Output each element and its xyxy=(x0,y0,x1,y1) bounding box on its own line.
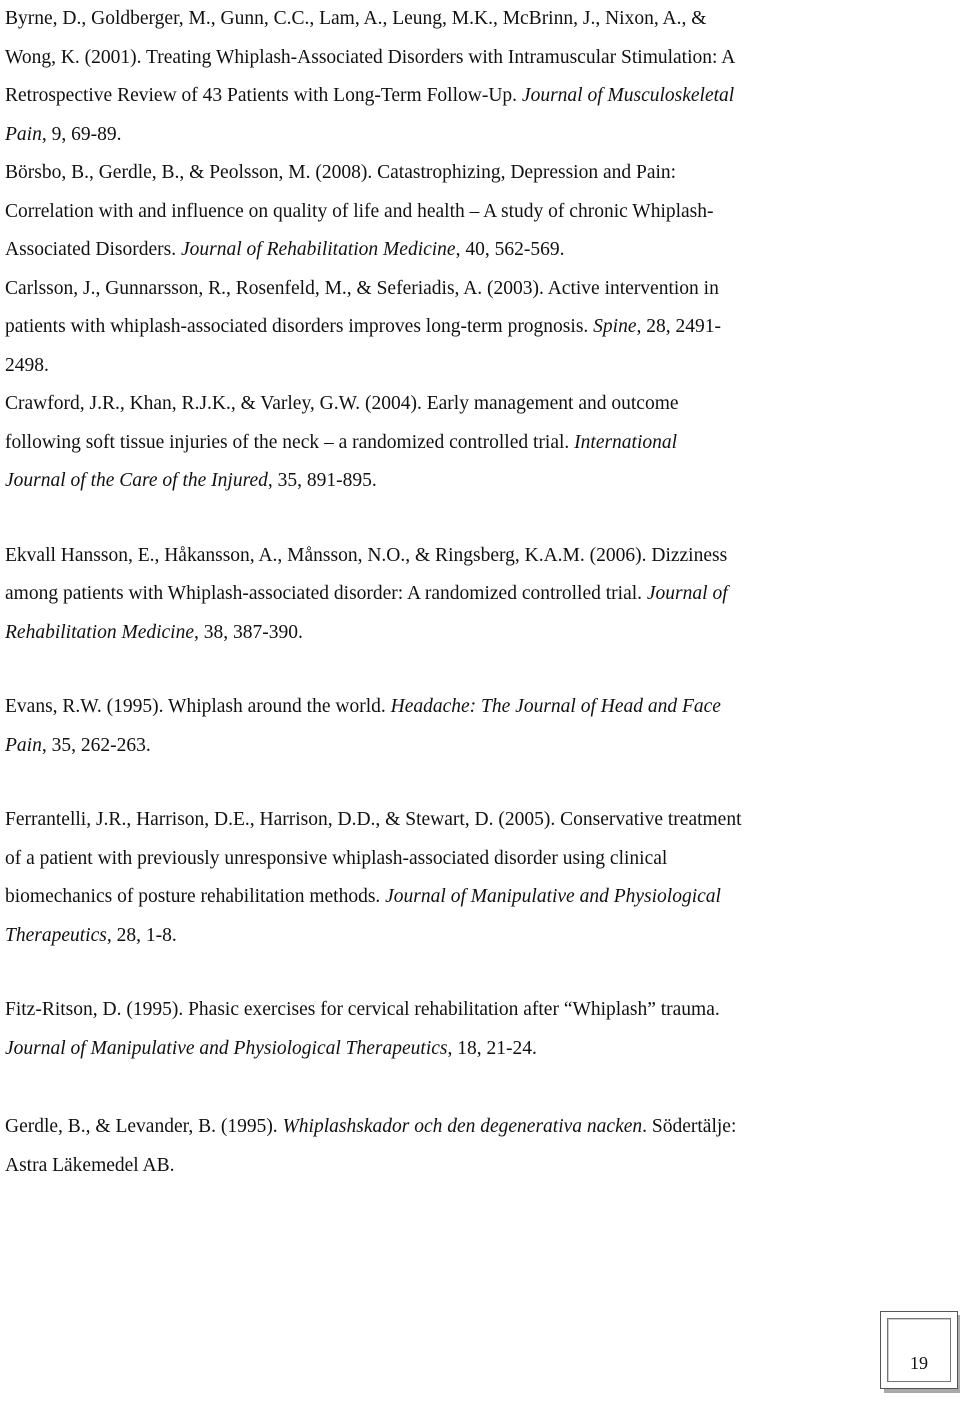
reference-text: Gerdle, B., & Levander, B. (1995). xyxy=(5,1116,283,1137)
reference-spacer xyxy=(5,652,865,688)
reference-italic-text: Pain xyxy=(5,734,42,756)
reference-text: Correlation with and influence on quality of life and health – A study of chronic Whiplash- xyxy=(5,200,714,222)
reference-italic-text: Journal of Manipulative and Physiological xyxy=(385,886,721,907)
reference-text: Ferrantelli, J.R., Harrison, D.E., Harrison, D.D., & Stewart, D. (2005). Conservative treatment xyxy=(5,809,742,830)
reference-text: biomechanics of posture rehabilitation methods. xyxy=(5,886,386,907)
reference-entry xyxy=(5,801,865,955)
reference-text: Fitz-Ritson, D. (1995). Phasic exercises for cervical rehabilitation after “Whiplash” trauma. xyxy=(5,999,720,1020)
reference-line xyxy=(5,878,865,917)
reference-italic-text: International xyxy=(574,431,678,453)
reference-text: Wong, K. (2001). Treating Whiplash-Associated Disorders with Intramuscular Stimulation: A xyxy=(5,46,736,68)
reference-line xyxy=(5,537,865,576)
reference-line xyxy=(5,347,865,386)
reference-text: , 35, 891-895. xyxy=(267,470,377,491)
reference-spacer xyxy=(5,501,865,537)
reference-line xyxy=(5,614,865,653)
reference-line xyxy=(5,385,865,424)
page-number: 19 xyxy=(910,1353,928,1373)
reference-text: . Södertälje: xyxy=(642,1116,737,1137)
reference-text: , 38, 387-390. xyxy=(194,621,303,643)
page-number-box xyxy=(880,1311,958,1389)
reference-line xyxy=(5,991,865,1030)
reference-text: , 35, 262-263. xyxy=(41,734,151,756)
reference-line xyxy=(5,688,865,727)
reference-text: , 9, 69-89. xyxy=(41,123,122,145)
reference-line xyxy=(5,308,865,347)
reference-line xyxy=(5,801,865,840)
reference-text: Evans, R.W. (1995). Whiplash around the world. xyxy=(5,696,391,717)
reference-line xyxy=(5,1108,865,1147)
reference-entry xyxy=(5,154,865,270)
reference-line xyxy=(5,193,865,232)
reference-line xyxy=(5,462,865,501)
reference-text: among patients with Whiplash-associated disorder: A randomized controlled trial. xyxy=(5,583,647,604)
reference-text: Byrne, D., Goldberger, M., Gunn, C.C., Lam, A., Leung, M.K., McBrinn, J., Nixon, A., & xyxy=(5,8,707,29)
reference-italic-text: Spine xyxy=(593,316,637,337)
reference-text: Crawford, J.R., Khan, R.J.K., & Varley, G.W. (2004). Early management and outcome xyxy=(5,393,679,414)
reference-text: 2498. xyxy=(5,354,49,376)
reference-text: Börsbo, B., Gerdle, B., & Peolsson, M. (2008). Catastrophizing, Depression and Pain: xyxy=(5,162,677,183)
reference-line xyxy=(5,231,865,270)
reference-entry xyxy=(5,270,865,386)
reference-text: Ekvall Hansson, E., Håkansson, A., Månsson, N.O., & Ringsberg, K.A.M. (2006). Dizziness xyxy=(5,544,728,566)
reference-line xyxy=(5,1030,865,1069)
reference-line xyxy=(5,116,865,155)
reference-entry xyxy=(5,385,865,501)
reference-line xyxy=(5,0,865,39)
reference-italic-text: Journal of the Care of the Injured xyxy=(5,470,268,491)
reference-line xyxy=(5,77,865,116)
reference-line xyxy=(5,424,865,463)
reference-text: Carlsson, J., Gunnarsson, R., Rosenfeld, M., & Seferiadis, A. (2003). Active intervention in xyxy=(5,277,719,299)
reference-italic-text: Journal of xyxy=(646,583,728,604)
reference-entry xyxy=(5,1108,865,1185)
reference-text: patients with whiplash-associated disorders improves long-term prognosis. xyxy=(5,316,594,337)
reference-text: , 18, 21-24. xyxy=(447,1037,537,1059)
reference-line xyxy=(5,270,865,309)
reference-entry xyxy=(5,991,865,1068)
reference-line xyxy=(5,727,865,766)
reference-line xyxy=(5,917,865,956)
reference-italic-text: Whiplashskador och den degenerativa nacken xyxy=(282,1116,643,1137)
reference-text: Astra Läkemedel AB. xyxy=(5,1154,175,1176)
reference-spacer xyxy=(5,955,865,991)
reference-text: , 28, 1-8. xyxy=(106,924,177,946)
reference-text: Associated Disorders. xyxy=(5,239,182,260)
reference-italic-text: Journal of Rehabilitation Medicine xyxy=(181,239,456,260)
reference-list xyxy=(5,0,865,1185)
reference-text: , 40, 562-569. xyxy=(455,239,565,260)
reference-italic-text: Pain xyxy=(5,123,42,145)
reference-line xyxy=(5,1147,865,1186)
reference-line xyxy=(5,154,865,193)
reference-italic-text: Journal of Musculoskeletal xyxy=(521,85,735,106)
reference-line xyxy=(5,575,865,614)
reference-line xyxy=(5,840,865,879)
reference-text: of a patient with previously unresponsive whiplash-associated disorder using clinical xyxy=(5,847,668,869)
reference-spacer xyxy=(5,1068,865,1108)
reference-entry xyxy=(5,537,865,653)
reference-entry xyxy=(5,0,865,154)
page-number-frame xyxy=(887,1318,951,1382)
reference-italic-text: Journal of Manipulative and Physiological Therapeutics xyxy=(5,1037,448,1059)
reference-italic-text: Rehabilitation Medicine xyxy=(5,621,194,643)
reference-text: Retrospective Review of 43 Patients with Long-Term Follow-Up. xyxy=(5,85,522,106)
reference-italic-text: Headache: The Journal of Head and Face xyxy=(390,696,721,717)
reference-text: , 28, 2491- xyxy=(636,316,721,337)
reference-spacer xyxy=(5,765,865,801)
reference-text: following soft tissue injuries of the neck – a randomized controlled trial. xyxy=(5,431,575,453)
reference-line xyxy=(5,39,865,78)
reference-entry xyxy=(5,688,865,765)
reference-italic-text: Therapeutics xyxy=(5,924,107,946)
